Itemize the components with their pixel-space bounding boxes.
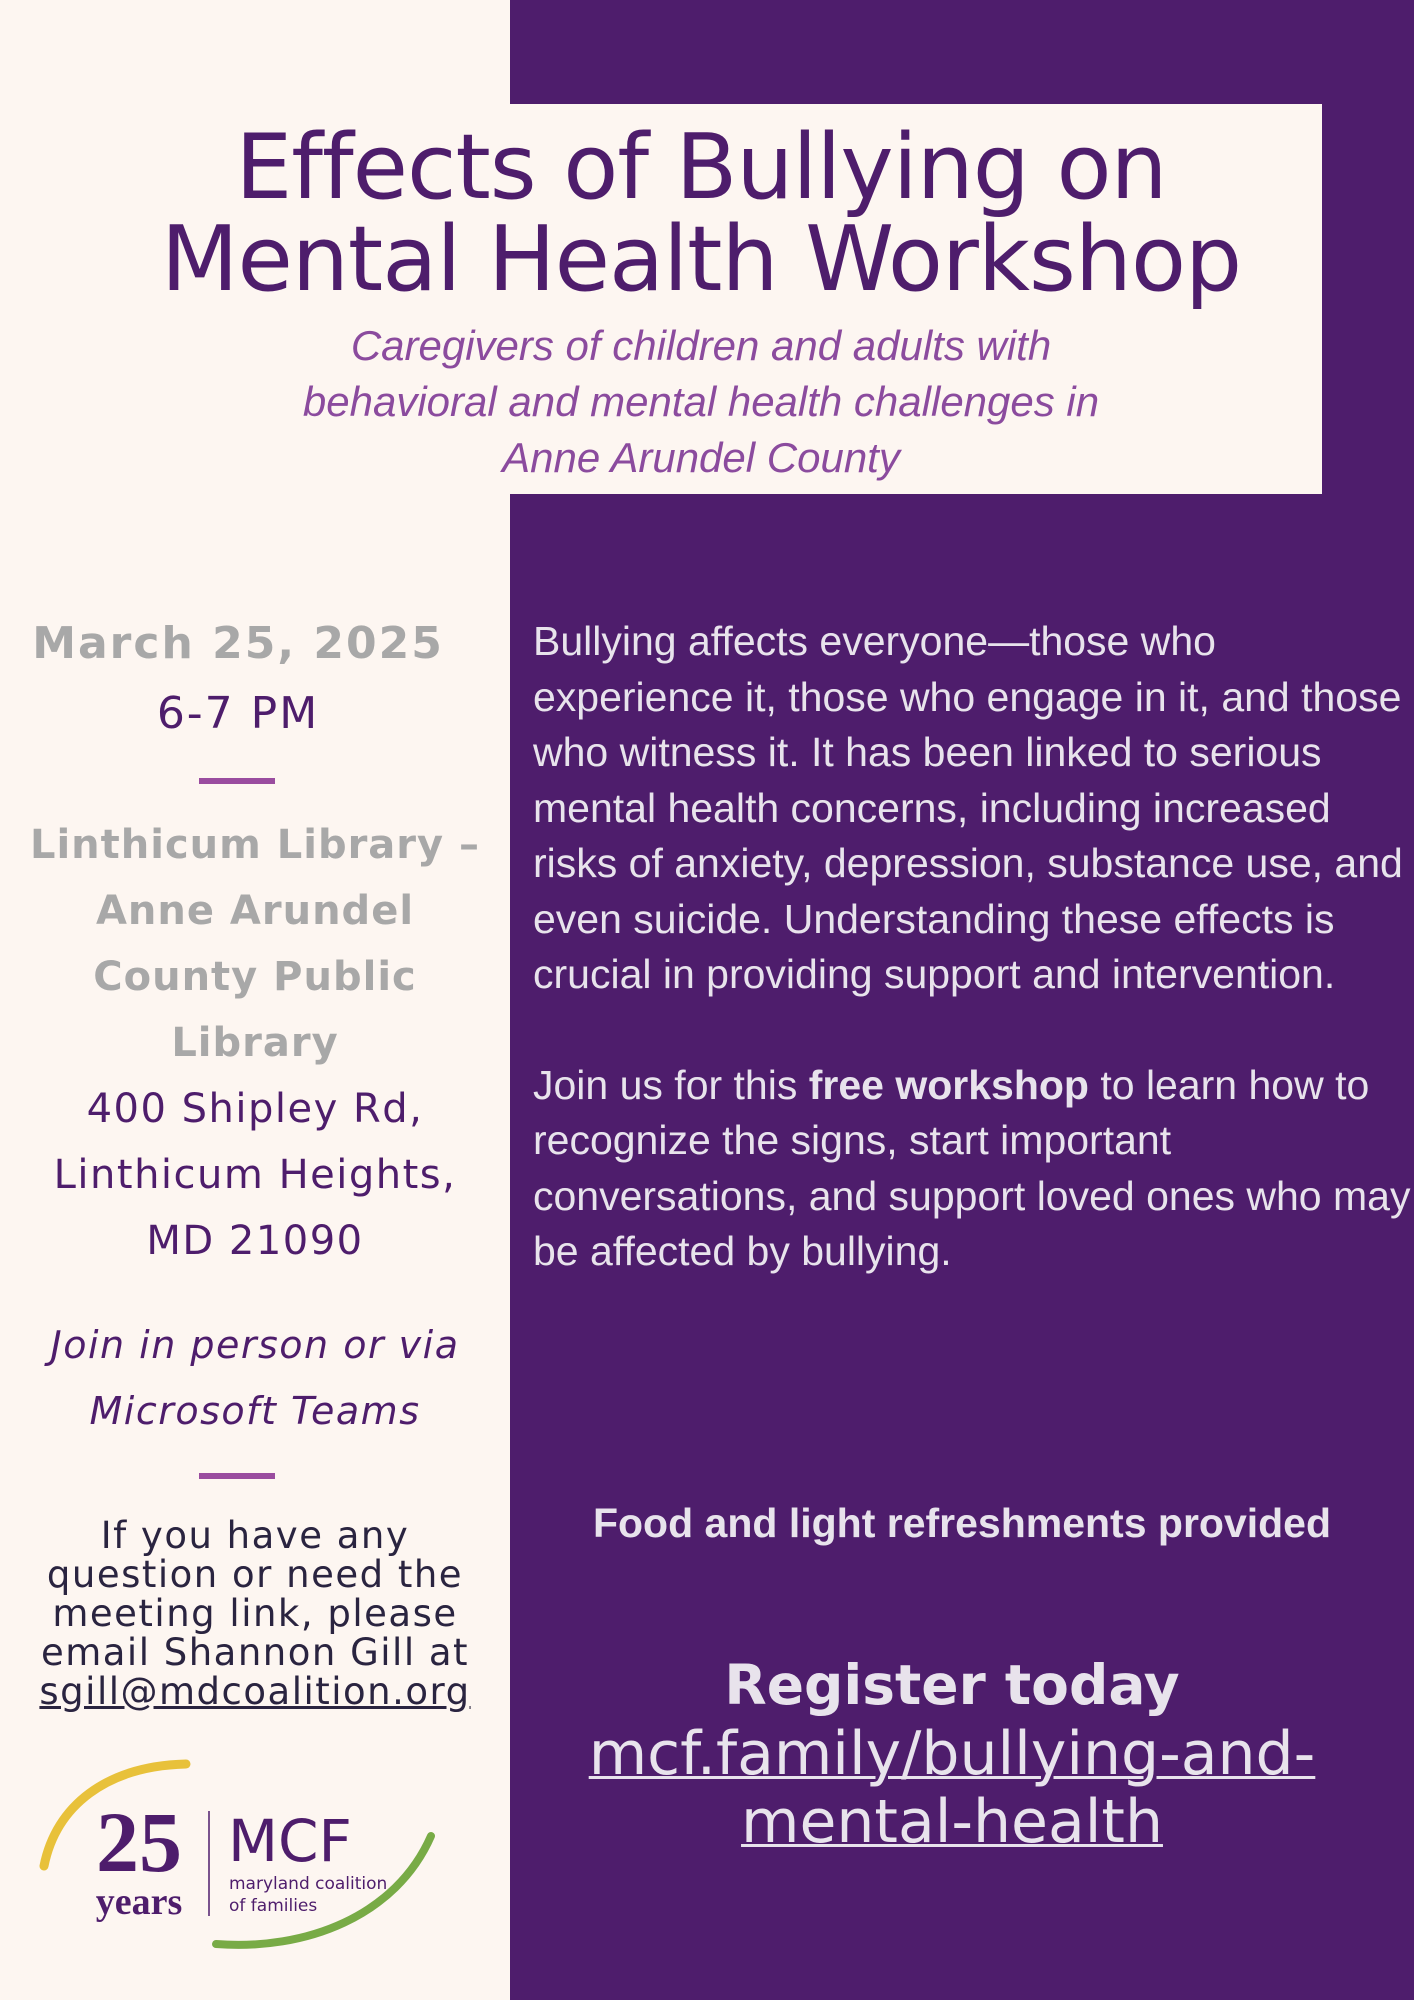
description-paragraph-2 <box>533 1058 1413 1280</box>
logo-years: years <box>95 1881 183 1923</box>
page-title <box>80 115 1322 312</box>
audience-subtitle <box>80 318 1322 486</box>
free-workshop-emphasis: free workshop <box>808 1061 1089 1108</box>
contact-line-3: meeting link, please <box>52 1592 458 1635</box>
address-line-3: MD 21090 <box>146 1218 364 1264</box>
paragraph-2-intro: Join us for this <box>533 1061 809 1108</box>
description-paragraph-1: Bullying affects everyone—those who experience it, those who engage in it, and those who witness it. It has been linked to serious mental health concerns, including increased risks of anxiety, depression, substance use, and even suicide. Understanding these effects is crucial in providing support and intervention. <box>533 618 1403 997</box>
address-line-2: Linthicum Heights, <box>53 1152 457 1198</box>
mcf-25-years-logo <box>36 1756 446 1956</box>
contact-line-2: question or need the <box>46 1553 464 1596</box>
venue-line-1: Linthicum Library – <box>29 822 481 868</box>
register-heading: Register today <box>724 1653 1180 1717</box>
event-venue <box>0 812 510 1076</box>
subtitle-line-1: Caregivers of children and adults with <box>350 322 1052 369</box>
venue-line-3: County Public <box>93 954 417 1000</box>
logo-number: 25 <box>96 1794 182 1890</box>
venue-line-2: Anne Arundel <box>95 888 415 934</box>
divider-top <box>199 778 275 784</box>
address-line-1: 400 Shipley Rd, <box>86 1086 424 1132</box>
subtitle-line-2: behavioral and mental health challenges in <box>302 378 1100 425</box>
divider-bottom <box>199 1473 275 1479</box>
title-line-1: Effects of Bullying on <box>235 115 1167 220</box>
workshop-description <box>533 614 1413 1335</box>
register-section <box>510 1650 1394 1856</box>
title-line-2: Mental Health Workshop <box>160 207 1242 312</box>
attendance-options <box>0 1312 510 1444</box>
logo-name-line-1: maryland coalition <box>229 1874 388 1894</box>
contact-line-4: email Shannon Gill at <box>40 1631 470 1674</box>
event-address <box>0 1076 510 1274</box>
logo-name-line-2: of families <box>229 1896 318 1916</box>
contact-line-1: If you have any <box>100 1514 410 1557</box>
event-time: 6-7 PM <box>156 688 320 739</box>
event-date: March 25, 2025 <box>32 618 444 669</box>
join-line-2: Microsoft Teams <box>89 1389 421 1433</box>
registration-link[interactable] <box>510 1720 1394 1856</box>
paragraph-2-rest: to learn how to recognize the signs, start important conversations, and support loved ones who may be affected by bullying. <box>533 1061 1411 1274</box>
venue-line-4: Library <box>171 1020 339 1066</box>
refreshments-note: Food and light refreshments provided <box>592 1500 1332 1546</box>
subtitle-line-3: Anne Arundel County <box>502 434 900 481</box>
join-line-1: Join in person or via <box>50 1323 460 1367</box>
contact-info <box>0 1516 510 1711</box>
logo-acronym: MCF <box>228 1807 352 1875</box>
contact-email-link[interactable]: sgill@mdcoalition.org <box>39 1670 471 1713</box>
registration-link-line-2: mental-health <box>741 1787 1163 1857</box>
registration-link-line-1: mcf.family/bullying-and- <box>588 1719 1316 1789</box>
